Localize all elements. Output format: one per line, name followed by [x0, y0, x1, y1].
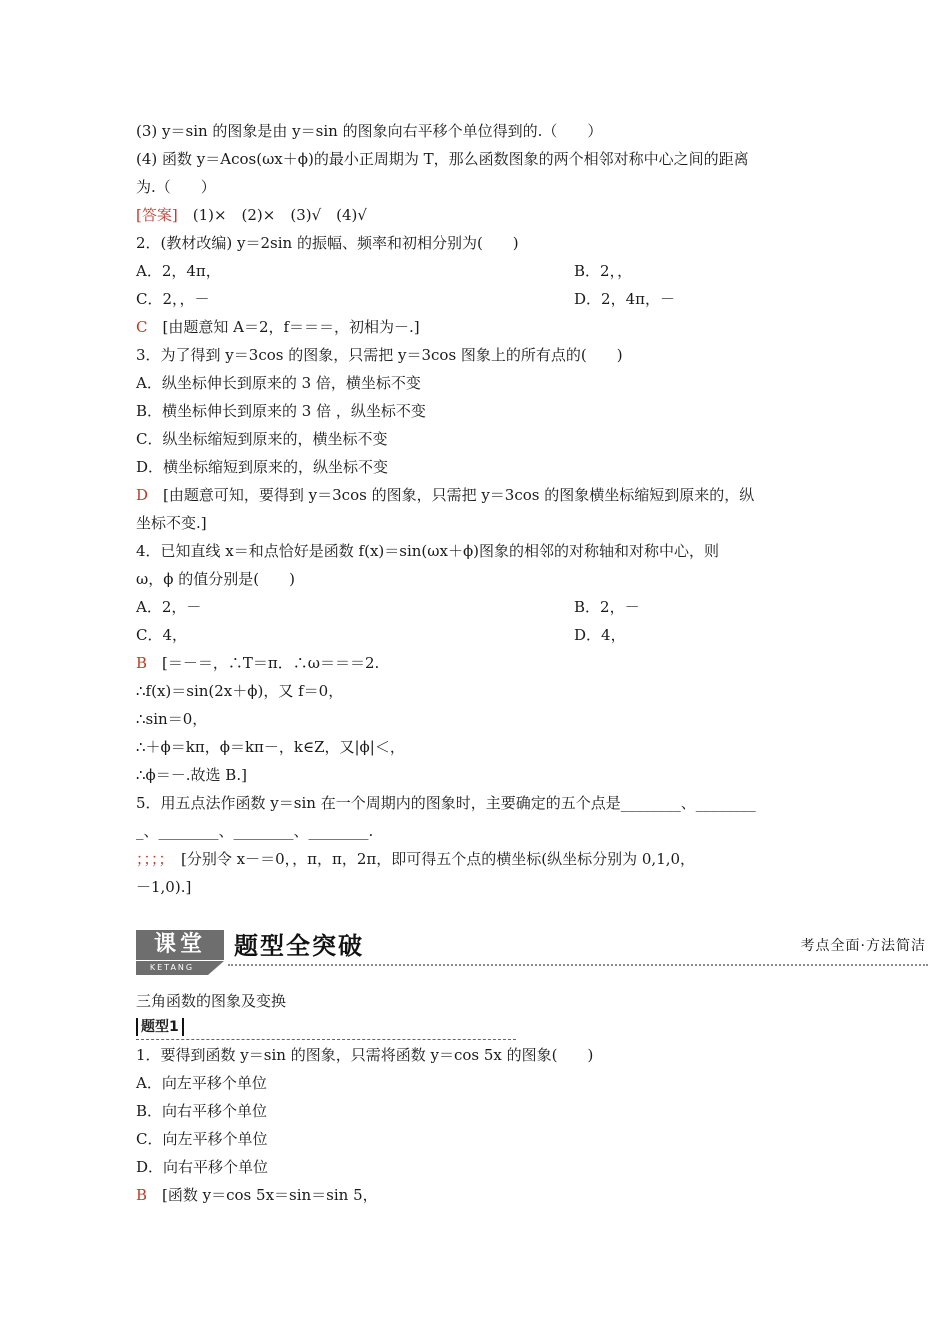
option-b: B．2，， [574, 262, 633, 280]
answer-explanation: [＝－＝，∴T＝π．∴ω＝＝＝2. [147, 654, 380, 672]
answer-explanation-cont: －1,0).] [136, 878, 192, 896]
section-heading: 三角函数的图象及变换 [136, 992, 287, 1010]
question-2-stem: 2．(教材改编) y＝2sin 的振幅、频率和初相分别为( ) [136, 234, 519, 252]
question-5-answer [136, 848, 695, 870]
item-4-statement-cont: 为.（ ） [136, 178, 216, 196]
option-c: C．纵坐标缩短到原来的，横坐标不变 [136, 430, 388, 448]
q1-stem: 1．要得到函数 y＝sin 的图象，只需将函数 y＝cos 5x 的图象( ) [136, 1046, 594, 1064]
answer-label: [答案] [136, 206, 178, 224]
option-d: D．横坐标缩短到原来的，纵坐标不变 [136, 458, 389, 476]
option-d: D．2，4π，－ [574, 290, 675, 308]
question-2-options-cd [136, 288, 928, 310]
option-b: B．向右平移个单位 [136, 1102, 268, 1120]
question-type-label: 题型1 [136, 1018, 184, 1036]
section-badge-sub: KETANG [136, 961, 208, 975]
question-4-stem-cont: ω，ϕ 的值分别是( ) [136, 570, 295, 588]
section-title: 题型全突破 [234, 932, 364, 960]
option-b: B．2，－ [574, 598, 640, 616]
answer-explanation: [分别令 x－＝0，，π，π，2π，即可得五个点的横坐标(纵坐标分别为 0,1,0， [166, 850, 696, 868]
tag-divider [136, 1039, 516, 1040]
section-banner [136, 930, 928, 980]
answer-explanation-cont: 坐标不变.] [136, 514, 207, 532]
question-2-options-ab [136, 260, 928, 282]
question-3-stem: 3．为了得到 y＝3cos 的图象，只需把 y＝3cos 图象上的所有点的( ) [136, 346, 623, 364]
solution-step: ∴＋ϕ＝kπ，ϕ＝kπ－，k∈Z，又|ϕ|＜， [136, 738, 405, 756]
option-c: C．向左平移个单位 [136, 1130, 268, 1148]
question-2-answer [136, 316, 420, 338]
section-badge: 课堂 [136, 930, 224, 960]
answer-explanation: [由题意知 A＝2，f＝＝＝，初相为－.] [147, 318, 420, 336]
answer-choice: D [136, 486, 149, 504]
badge-decoration [208, 961, 224, 975]
answer-line [136, 204, 367, 226]
question-4-answer [136, 652, 379, 674]
answer-choice: B [136, 1186, 148, 1204]
answer-explanation: [函数 y＝cos 5x＝sin＝sin 5， [147, 1186, 378, 1204]
q1-answer [136, 1184, 378, 1206]
answer-explanation: [由题意可知，要得到 y＝3cos 的图象，只需把 y＝3cos 的图象横坐标缩短到原来的，纵 [148, 486, 755, 504]
question-type-tag [136, 1018, 516, 1036]
item-3-statement: (3) y＝sin 的图象是由 y＝sin 的图象向右平移个单位得到的.（ ） [136, 122, 603, 140]
item-4-statement: (4) 函数 y＝Acos(ωx＋ϕ)的最小正周期为 T，那么函数图象的两个相邻对称中心之间的距离 [136, 150, 749, 168]
question-4-options-cd [136, 624, 928, 646]
option-a: A．纵坐标伸长到原来的 3 倍，横坐标不变 [136, 374, 421, 392]
answer-text: (1)× (2)× (3)√ (4)√ [177, 206, 367, 224]
option-b: B．横坐标伸长到原来的 3 倍 ，纵坐标不变 [136, 402, 426, 420]
option-a: A．2，4π， [136, 262, 221, 280]
option-c: C．4， [136, 626, 188, 644]
question-5-blanks: _、________、________、________. [136, 822, 374, 840]
option-d: D．4， [574, 626, 626, 644]
solution-step: ∴sin＝0， [136, 710, 208, 728]
question-3-answer [136, 484, 754, 506]
answer-choice: C [136, 318, 148, 336]
option-c: C．2，，－ [136, 290, 210, 308]
banner-divider [228, 964, 928, 966]
question-4-stem: 4．已知直线 x＝和点恰好是函数 f(x)＝sin(ωx＋ϕ)图象的相邻的对称轴和对称中心，则 [136, 542, 720, 560]
question-4-options-ab [136, 596, 928, 618]
answer-blanks: ；；；； [136, 850, 167, 868]
solution-step: ∴ϕ＝－.故选 B.] [136, 766, 247, 784]
option-a: A．2，－ [136, 598, 202, 616]
option-a: A．向左平移个单位 [136, 1074, 267, 1092]
option-d: D．向右平移个单位 [136, 1158, 269, 1176]
answer-choice: B [136, 654, 148, 672]
question-5-stem: 5．用五点法作函数 y＝sin 在一个周期内的图象时，主要确定的五个点是________、________ [136, 794, 756, 812]
solution-step: ∴f(x)＝sin(2x＋ϕ)，又 f＝0， [136, 682, 344, 700]
section-slogan: 考点全面·方法简洁 [800, 938, 926, 954]
